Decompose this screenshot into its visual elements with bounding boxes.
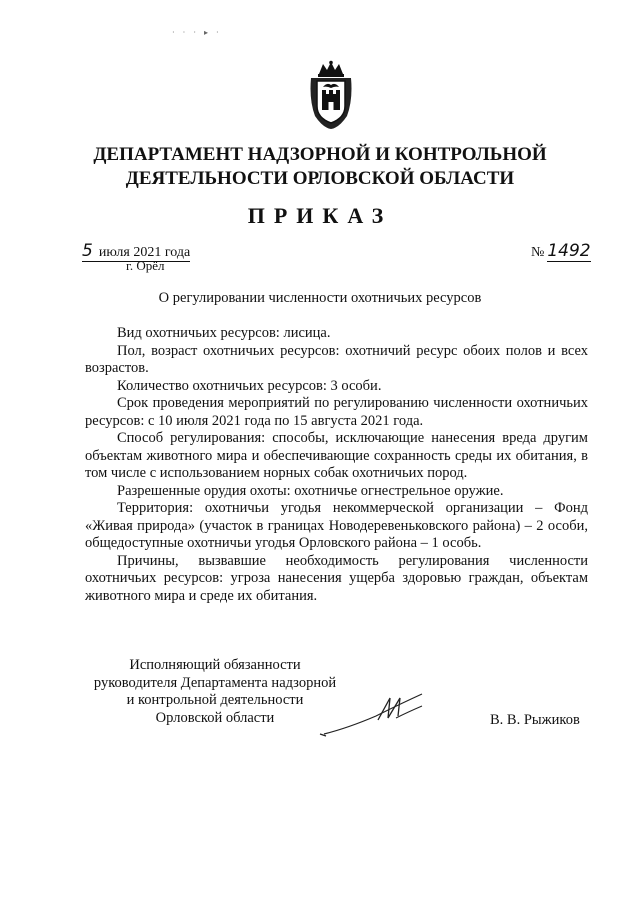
signer-name: В. В. Рыжиков [490, 712, 580, 728]
department-line-2: ДЕЯТЕЛЬНОСТИ ОРЛОВСКОЙ ОБЛАСТИ [125, 168, 515, 189]
handwritten-signature-icon [318, 690, 428, 740]
signer-title-line-2: руководителя Департамента надзорной [93, 674, 337, 691]
document-type: ПРИКАЗ [247, 203, 393, 228]
body-paragraph: Количество охотничьих ресурсов: 3 особи. [117, 377, 382, 394]
order-subject: О регулировании численности охотничьих ресурсов [158, 290, 482, 306]
scan-artifact: · · · ▸ · [172, 28, 222, 37]
order-number [531, 241, 591, 261]
signer-title [84, 657, 346, 727]
coat-of-arms-icon [307, 60, 355, 130]
body-paragraph: Разрешенные орудия охоты: охотничье огнестрельное оружие. [117, 482, 504, 499]
signer-title-line-1: Исполняющий обязанности [129, 657, 301, 673]
order-day: 5 [82, 241, 93, 261]
number-value: 1492 [547, 241, 591, 261]
signer-title-line-4: Орловской области [155, 709, 275, 726]
department-line-1: ДЕПАРТАМЕНТ НАДЗОРНОЙ И КОНТРОЛЬНОЙ [93, 144, 547, 165]
signer-title-line-3: и контрольной деятельности [126, 692, 304, 708]
order-body [85, 325, 588, 605]
order-date-rest: июля 2021 года [98, 245, 191, 260]
body-paragraph: Вид охотничьих ресурсов: лисица. [117, 325, 331, 341]
body-paragraph: Причины, вызвавшие необходимость регулирования численности охотничьих ресурсов: угроза нанесения ущерба здоровью граждан, объектам животного мира и среде их обитания. [85, 552, 588, 604]
body-paragraph: Срок проведения мероприятий по регулированию численности охотничьих ресурсов: с 10 июля 2021 года по 15 августа 2021 года. [85, 395, 588, 429]
body-paragraph: Территория: охотничьи угодья некоммерческой организации – Фонд «Живая природа» (участок в границах Новодеревеньковского района) – 2 особи, общедоступные охотничьи угодья Орловского района – 1 особь. [85, 500, 588, 551]
city: г. Орёл [126, 258, 165, 273]
department-name [40, 143, 600, 191]
body-paragraph: Способ регулирования: способы, исключающие нанесения вреда другим объектам животного мира и обеспечивающие сохранность среды их обитания, в том числе с использованием норных собак охотничьих пород. [85, 430, 588, 481]
body-paragraph: Пол, возраст охотничьих ресурсов: охотничий ресурс обоих полов и всех возрастов. [85, 342, 588, 376]
number-label: № [531, 245, 545, 260]
